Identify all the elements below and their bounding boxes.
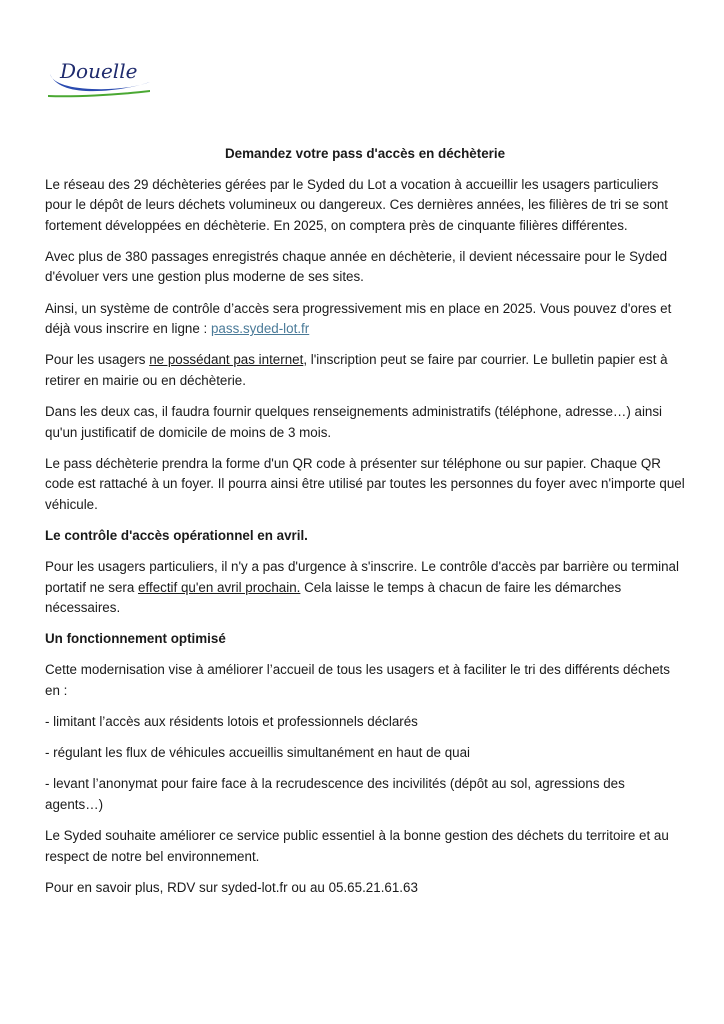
document-body xyxy=(45,144,685,909)
paragraph-no-internet: Pour les usagers ne possédant pas internet, l'inscription peut se faire par courrier. Le bulletin papier est à retirer en mairie ou en déchèterie. xyxy=(45,352,668,388)
underlined-no-internet: ne possédant pas internet xyxy=(149,352,304,368)
paragraph-modernisation: Cette modernisation vise à améliorer l’accueil de tous les usagers et à faciliter le tri des différents déchets en : xyxy=(45,662,670,698)
paragraph-qr-code: Le pass déchèterie prendra la forme d'un QR code à présenter sur téléphone ou sur papier. Chaque QR code est rattaché à un foyer. Il pourra ainsi être utilisé par toutes les personnes du foyer avec n'importe quel véhicule. xyxy=(45,455,685,512)
page-title: Demandez votre pass d'accès en déchèterie xyxy=(224,146,506,161)
paragraph-passages: Avec plus de 380 passages enregistrés chaque année en déchèterie, il devient nécessaire pour le Syded d'évoluer vers une gestion plus moderne de ses sites. xyxy=(45,248,668,285)
paragraph-public-service: Le Syded souhaite améliorer ce service public essentiel à la bonne gestion des déchets du territoire et au respect de notre bel environnement. xyxy=(45,827,669,864)
paragraph-april: Pour les usagers particuliers, il n'y a pas d'urgence à s'inscrire. Le contrôle d'accès par barrière ou terminal portatif ne sera effectif qu'en avril prochain. Cela laisse le temps à chacun de faire les démarches nécessaires. xyxy=(45,559,679,616)
pass-link[interactable]: pass.syded-lot.fr xyxy=(210,321,310,337)
list-item: - levant l’anonymat pour faire face à la recrudescence des incivilités (dépôt au sol, agressions des agents…) xyxy=(45,776,625,812)
douelle-logo xyxy=(46,52,154,100)
list-item: - régulant les flux de véhicules accueillis simultanément en haut de quai xyxy=(45,745,471,761)
logo-text: Douelle xyxy=(60,59,138,83)
list-item: - limitant l’accès aux résidents lotois et professionnels déclarés xyxy=(45,714,418,730)
heading-access-control: Le contrôle d'accès opérationnel en avril. xyxy=(45,527,308,543)
heading-optimized: Un fonctionnement optimisé xyxy=(45,631,226,647)
paragraph-inscription xyxy=(45,299,685,340)
paragraph-documents: Dans les deux cas, il faudra fournir quelques renseignements administratifs (téléphone, adresse…) ainsi qu'un justificatif de domicile de moins de 3 mois. xyxy=(45,403,663,440)
paragraph-contact: Pour en savoir plus, RDV sur syded-lot.fr ou au 05.65.21.61.63 xyxy=(45,879,418,895)
paragraph-intro: Le réseau des 29 déchèteries gérées par le Syded du Lot a vocation à accueillir les usagers particuliers pour le dépôt de leurs déchets volumineux ou dangereux. Ces dernières années, les filières de tri se sont fortement développées en déchèterie. En 2025, on comptera près de cinquante filières différentes. xyxy=(45,176,669,233)
logo-green-line xyxy=(48,90,150,97)
paragraph-inscription-text: Ainsi, un système de contrôle d’accès sera progressivement mis en place en 2025. Vous pouvez d'ores et déjà vous inscrire en ligne : xyxy=(45,300,672,337)
underlined-april: effectif qu'en avril prochain. xyxy=(138,579,301,595)
